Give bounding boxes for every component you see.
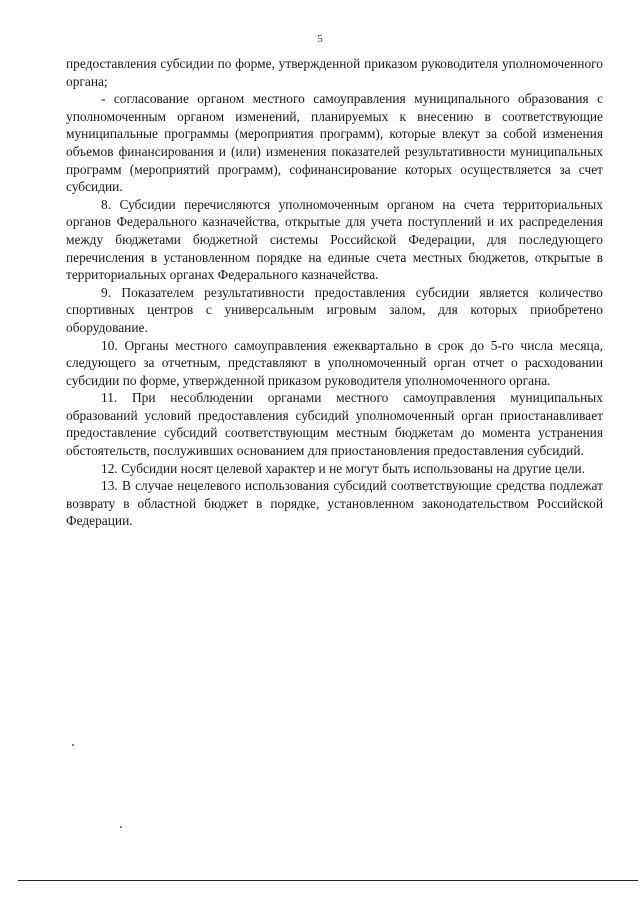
paragraph-9: 9. Показателем результативности предоставления субсидии является количество спортивных центров с универсальным игровым залом, для которых приобретено оборудование. [66, 284, 603, 335]
scan-speck [120, 826, 122, 828]
paragraph-10: 10. Органы местного самоуправления ежеквартально в срок до 5-го числа месяца, следующего за отчетным, представляют в уполномоченный орган отчет о расходовании субсидии по форме, утвержденной приказом руководителя уполномоченного органа. [66, 337, 603, 388]
paragraph-8: 8. Субсидии перечисляются уполномоченным органом на счета территориальных органов Федерального казначейства, открытые для учета поступлений и их распределения между бюджетами бюджетной системы Российской Федерации, для последующего перечисления в установленном порядке на единые счета местных бюджетов, открытые в территориальных органах Федерального казначейства. [66, 196, 603, 283]
paragraph-13: 13. В случае нецелевого использования субсидий соответствующие средства подлежат возврату в областной бюджет в порядке, установленном законодательством Российской Федерации. [66, 478, 603, 529]
paragraph-11: 11. При несоблюдении органами местного самоуправления муниципальных образований условий предоставления субсидий уполномоченный орган приостанавливает предоставление субсидий соответствующим местным бюджетам до момента устранения обстоятельств, послуживших основанием для приостановления предоставления субсидий. [66, 390, 603, 459]
document-body [66, 55, 603, 530]
bottom-rule [18, 880, 638, 881]
page-number: 5 [317, 33, 323, 45]
paragraph-approval-item: - согласование органом местного самоуправления муниципального образования с уполномоченным органом изменений, планируемых к внесению в соответствующие муниципальные программы (мероприятия программ), которые влекут за собой изменения объемов финансирования и (или) изменения показателей результативности муниципальных программ (мероприятий программ), софинансирование которых осуществляется за счет субсидии. [66, 91, 603, 195]
paragraph-continuation: предоставления субсидии по форме, утвержденной приказом руководителя уполномоченного органа; [66, 56, 603, 89]
scan-speck [72, 744, 74, 746]
paragraph-12: 12. Субсидии носят целевой характер и не могут быть использованы на другие цели. [101, 460, 586, 476]
